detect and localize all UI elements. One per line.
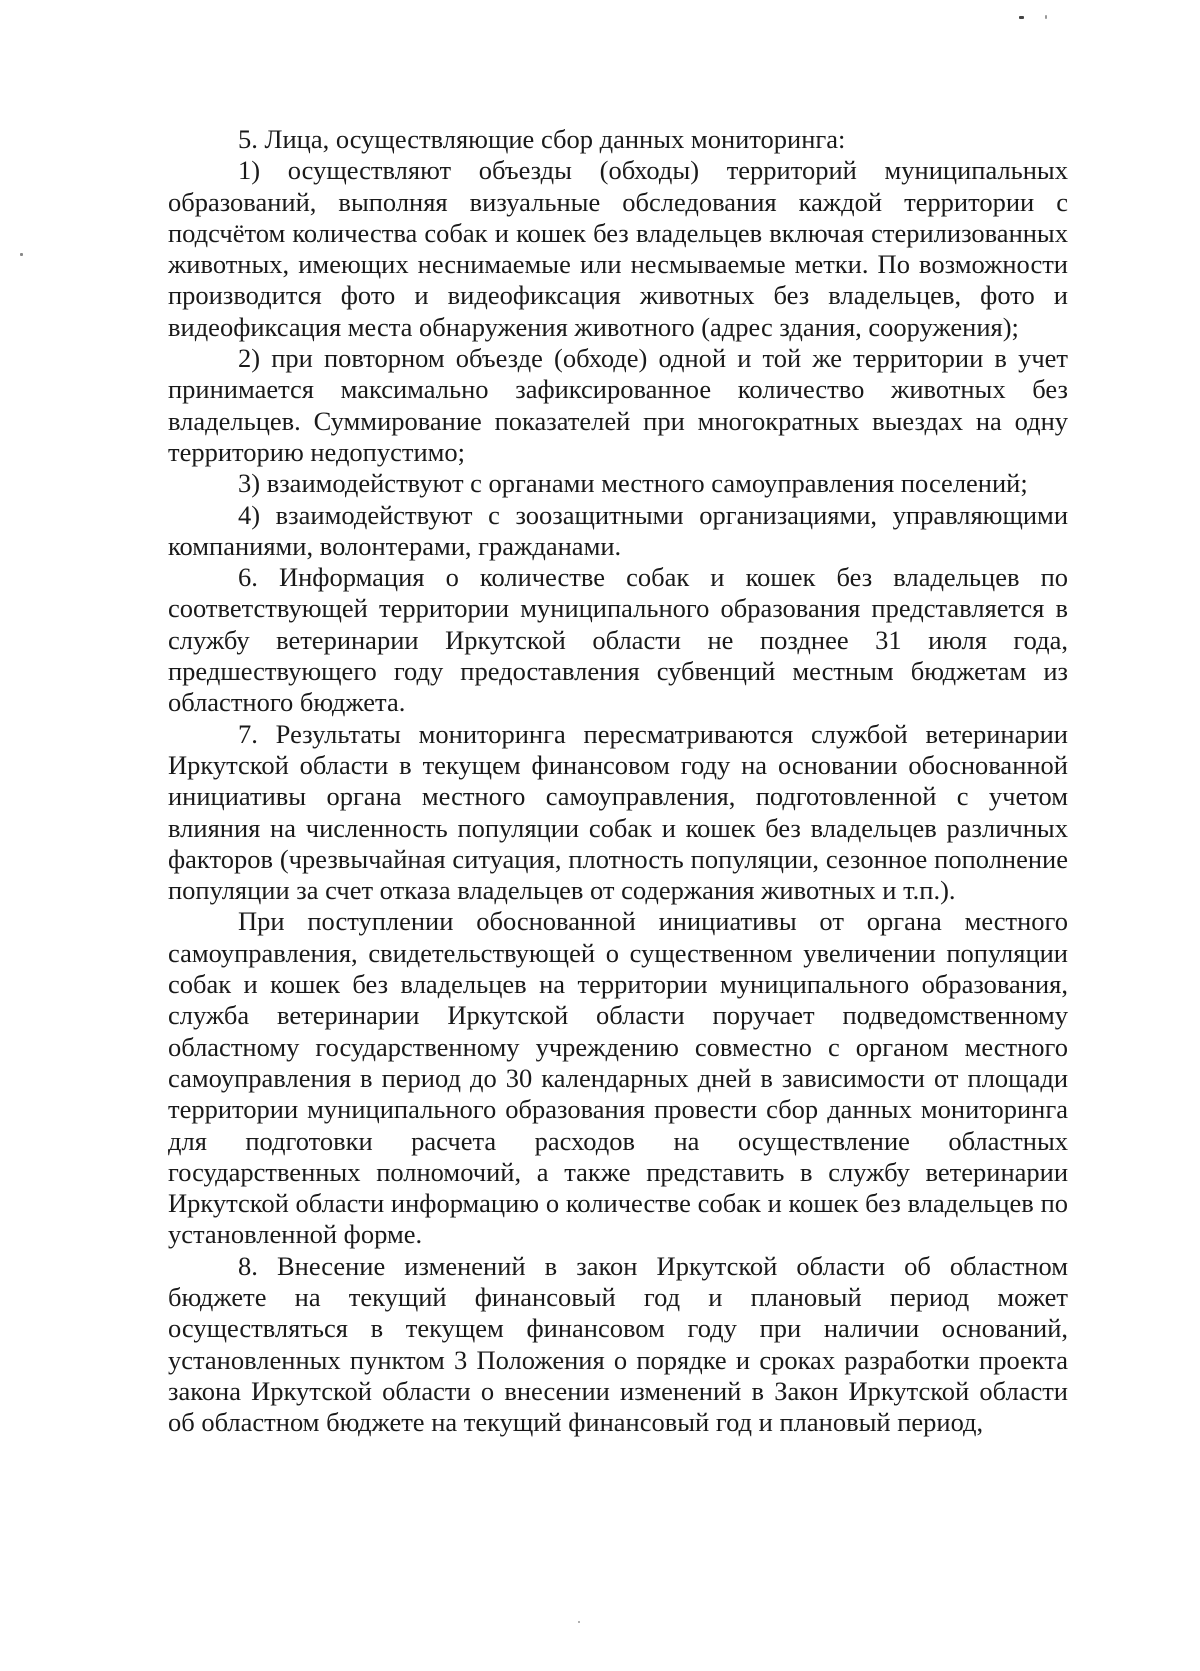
- scan-speck: [578, 1621, 580, 1623]
- scan-speck: [1045, 15, 1047, 19]
- document-body: [168, 124, 1068, 1438]
- scan-speck: [1019, 16, 1024, 19]
- paragraph-item-7-continuation: При поступлении обоснованной инициативы от органа местного самоуправления, свидетельствующей о существенном увеличении популяции собак и кошек без владельцев на территории муниципального образования, служба ветеринарии Иркутской области поручает подведомственному областному государственному учреждению совместно с органом местного самоуправления в период до 30 календарных дней в зависимости от площади территории муниципального образования провести сбор данных мониторинга для подготовки расчета расходов на осуществление областных государственных полномочий, а также представить в службу ветеринарии Иркутской области информацию о количестве собак и кошек без владельцев по установленной форме.: [168, 906, 1068, 1250]
- paragraph-subitem-2: 2) при повторном объезде (обходе) одной и той же территории в учет принимается максимально зафиксированное количество животных без владельцев. Суммирование показателей при многократных выездах на одну территорию недопустимо;: [168, 343, 1068, 467]
- paragraph-item-5-heading: 5. Лица, осуществляющие сбор данных мониторинга:: [238, 124, 846, 154]
- paragraph-subitem-4: 4) взаимодействуют с зоозащитными организациями, управляющими компаниями, волонтерами, гражданами.: [168, 499, 1068, 561]
- paragraph-item-6: 6. Информация о количестве собак и кошек без владельцев по соответствующей территории муниципального образования представляется в службу ветеринарии Иркутской области не позднее 31 июля года, предшествующего году предоставления субвенций местным бюджетам из областного бюджета.: [168, 562, 1068, 718]
- paragraph-item-8: 8. Внесение изменений в закон Иркутской области об областном бюджете на текущий финансовый год и плановый период может осуществляться в текущем финансовом году при наличии оснований, установленных пунктом 3 Положения о порядке и сроках разработки проекта закона Иркутской области о внесении изменений в Закон Иркутской области об областном бюджете на текущий финансовый год и плановый период,: [168, 1250, 1068, 1438]
- paragraph-subitem-3: 3) взаимодействуют с органами местного самоуправления поселений;: [238, 468, 1028, 499]
- paragraph-item-7: 7. Результаты мониторинга пересматриваются службой ветеринарии Иркутской области в текущем финансовом году на основании обоснованной инициативы органа местного самоуправления, подготовленной с учетом влияния на численность популяции собак и кошек без владельцев различных факторов (чрезвычайная ситуация, плотность популяции, сезонное пополнение популяции за счет отказа владельцев от содержания животных и т.п.).: [168, 718, 1068, 906]
- paragraph-subitem-1: 1) осуществляют объезды (обходы) территорий муниципальных образований, выполняя визуальные обследования каждой территории с подсчётом количества собак и кошек без владельцев включая стерилизованных животных, имеющих неснимаемые или несмываемые метки. По возможности производится фото и видеофиксация животных без владельцев, фото и видеофиксация места обнаружения животного (адрес здания, сооружения);: [168, 155, 1068, 342]
- scan-speck: [20, 253, 23, 256]
